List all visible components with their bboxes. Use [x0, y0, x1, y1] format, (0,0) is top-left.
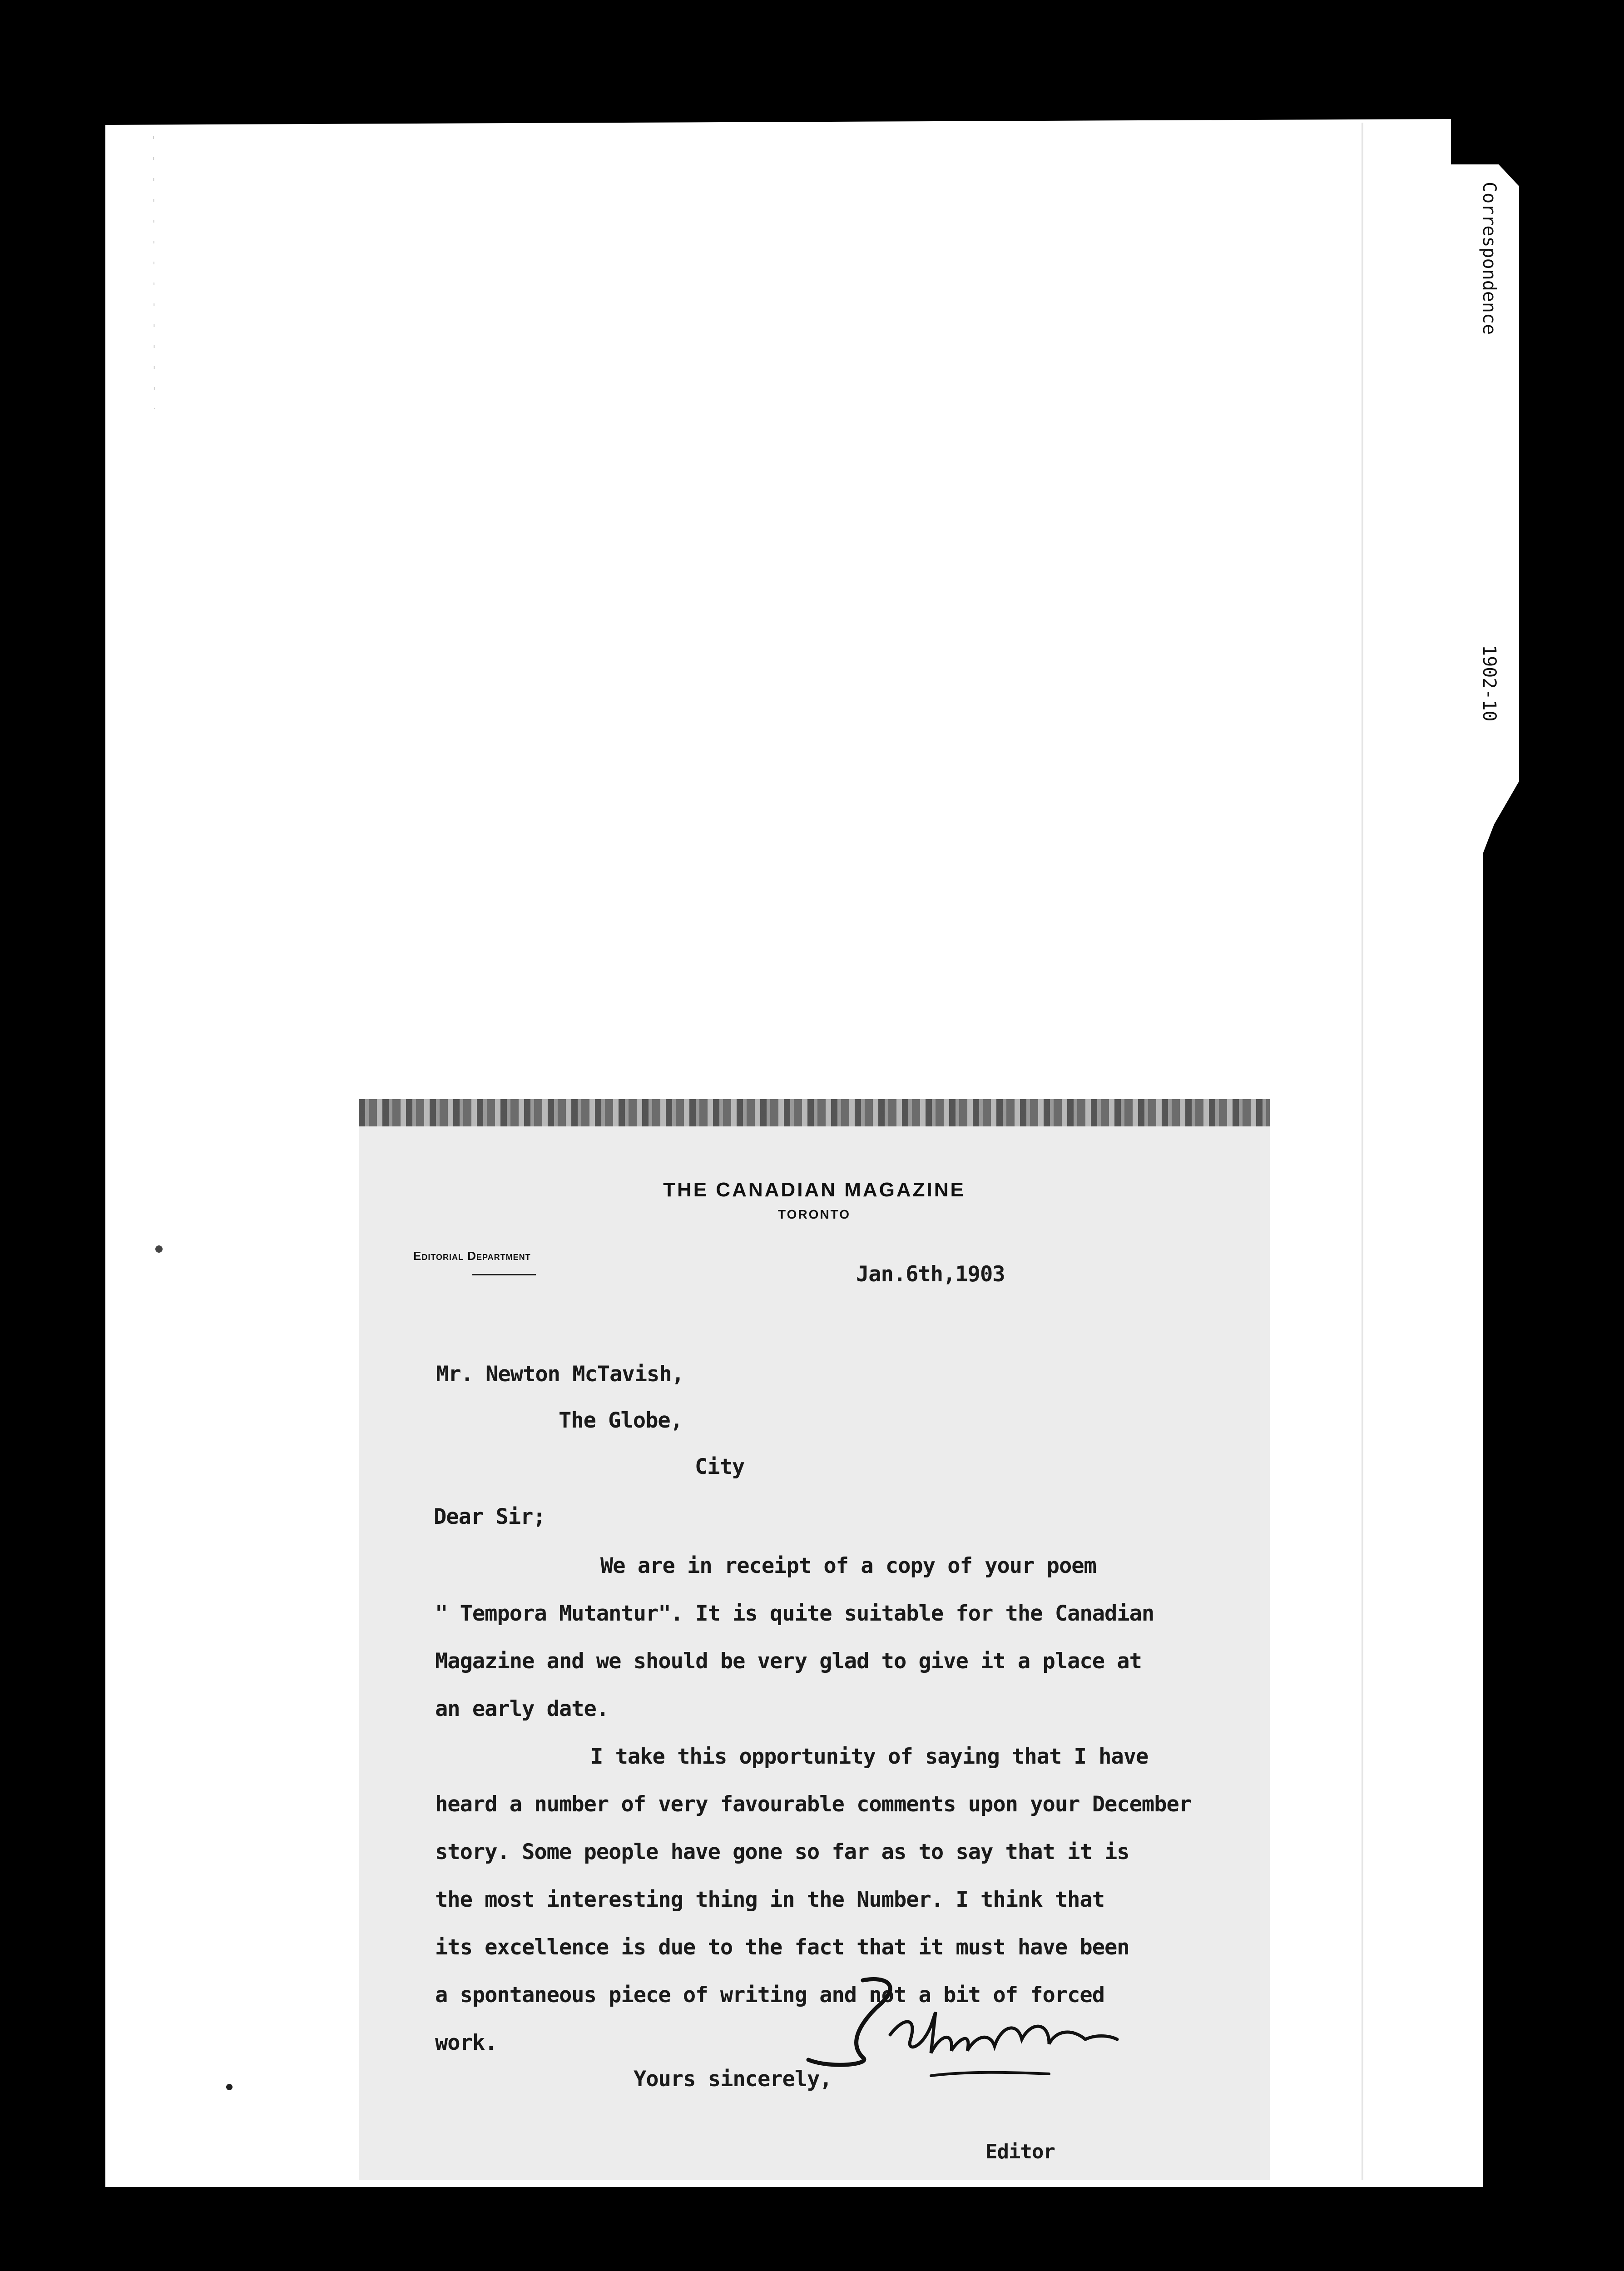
body-line: I take this opportunity of saying that I have — [590, 1744, 1149, 1769]
letter-sheet — [359, 1099, 1270, 2180]
body-line: the most interesting thing in the Number. I think that — [435, 1887, 1105, 1912]
body-line: its excellence is due to the fact that it must have been — [435, 1935, 1129, 1960]
body-line: " Tempora Mutantur". It is quite suitable for the Canadian — [435, 1601, 1154, 1626]
salutation: Dear Sir; — [434, 1504, 545, 1529]
body-line: We are in receipt of a copy of your poem — [600, 1553, 1096, 1578]
letterhead-title: THE CANADIAN MAGAZINE — [663, 1179, 965, 1201]
body-line: story. Some people have gone so far as to say that it is — [435, 1840, 1129, 1864]
body-line: a spontaneous piece of writing and not a bit of forced — [435, 1983, 1105, 2008]
folder-tab-date-range: 1902-10 — [1479, 645, 1500, 722]
body-line: Magazine and we should be very glad to give it a place at — [435, 1649, 1142, 1674]
signer-title: Editor — [985, 2140, 1055, 2163]
body-line: work. — [435, 2030, 497, 2055]
recipient-city: City — [695, 1454, 745, 1479]
recipient-name: Mr. Newton McTavish, — [436, 1362, 684, 1387]
department-rule — [472, 1274, 536, 1275]
body-line: an early date. — [435, 1696, 609, 1721]
letter-date: Jan.6th,1903 — [856, 1262, 1005, 1287]
body-line: heard a number of very favourable comments upon your December — [435, 1792, 1192, 1817]
closing: Yours sincerely, — [634, 2067, 832, 2092]
recipient-org: The Globe, — [559, 1408, 683, 1433]
folder-tab-category: Correspondence — [1479, 182, 1500, 335]
torn-edge — [359, 1099, 1270, 1126]
department-label: Editorial Department — [413, 1249, 531, 1263]
letterhead-city: TORONTO — [778, 1207, 851, 1221]
